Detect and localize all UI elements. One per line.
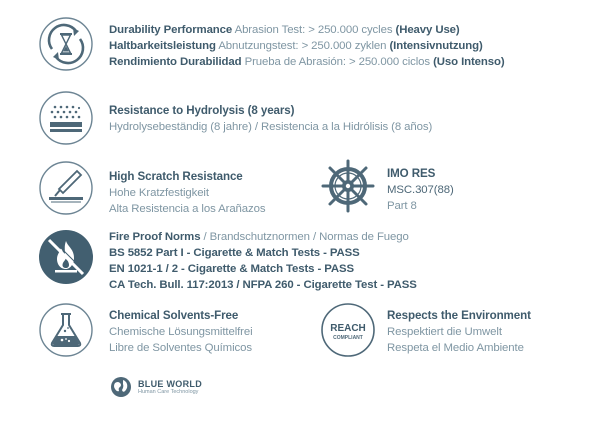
hydrolysis-subtitle: Hydrolysebeständig (8 jahre) / Resistencia a la Hidrólisis (8 años) [109, 121, 433, 133]
imo-code: MSC.307(88) [387, 184, 454, 196]
fire-title: Fire Proof Norms [109, 231, 201, 243]
fire-norm-1: BS 5852 Part I - Cigarette & Match Tests - PASS [109, 247, 360, 259]
no-fire-icon [38, 229, 94, 285]
abrasion-de: Abnutzungstest: > 250.000 zyklen [218, 40, 387, 52]
hydrolysis-title: Resistance to Hydrolysis (8 years) [109, 104, 295, 117]
scratch-de: Hohe Kratzfestigkeit [109, 187, 209, 199]
water-drops-icon [38, 90, 94, 146]
scratch-es: Alta Resistencia a los Arañazos [109, 203, 266, 215]
chemical-title: Chemical Solvents-Free [109, 309, 239, 322]
durability-title: Durability Performance [109, 24, 233, 36]
use-de: (Intensivnutzung) [389, 40, 483, 52]
brand-tagline: Human Care Technology [138, 388, 199, 395]
hourglass-cycle-icon [38, 16, 94, 72]
ship-wheel-icon [320, 158, 376, 214]
reach-title: Respects the Environment [387, 309, 531, 322]
brand-name: BLUE WORLD [138, 378, 202, 389]
globe-icon [110, 376, 132, 398]
abrasion-es: Prueba de Abrasión: > 250.000 ciclos [244, 56, 431, 68]
reach-de: Respektiert die Umwelt [387, 326, 502, 338]
scratch-pen-icon [38, 160, 94, 216]
abrasion-en: Abrasion Test: > 250.000 cycles [234, 24, 393, 36]
imo-part: Part 8 [387, 200, 417, 212]
fire-norm-3: CA Tech. Bull. 117:2013 / NFPA 260 - Cigarette Test - PASS [109, 279, 417, 291]
use-es: (Uso Intenso) [433, 56, 505, 68]
scratch-title: High Scratch Resistance [109, 170, 243, 183]
reach-es: Respeta el Medio Ambiente [387, 342, 524, 354]
fire-norm-2: EN 1021-1 / 2 - Cigarette & Match Tests - PASS [109, 263, 355, 275]
use-en: (Heavy Use) [395, 24, 460, 36]
imo-title: IMO RES [387, 167, 436, 180]
reach-badge-title: REACH [330, 323, 366, 334]
durability-title-de: Haltbarkeitsleistung [109, 40, 216, 52]
durability-title-es: Rendimiento Durabilidad [109, 56, 242, 68]
flask-icon [38, 302, 94, 358]
reach-compliant-badge [320, 302, 376, 358]
reach-badge-sub: COMPLIANT [333, 335, 363, 341]
fire-title-rest: / Brandschutznormen / Normas de Fuego [200, 231, 409, 243]
chemical-de: Chemische Lösungsmittelfrei [109, 326, 253, 338]
blue-world-logo [110, 376, 202, 398]
chemical-es: Libre de Solventes Químicos [109, 342, 252, 354]
